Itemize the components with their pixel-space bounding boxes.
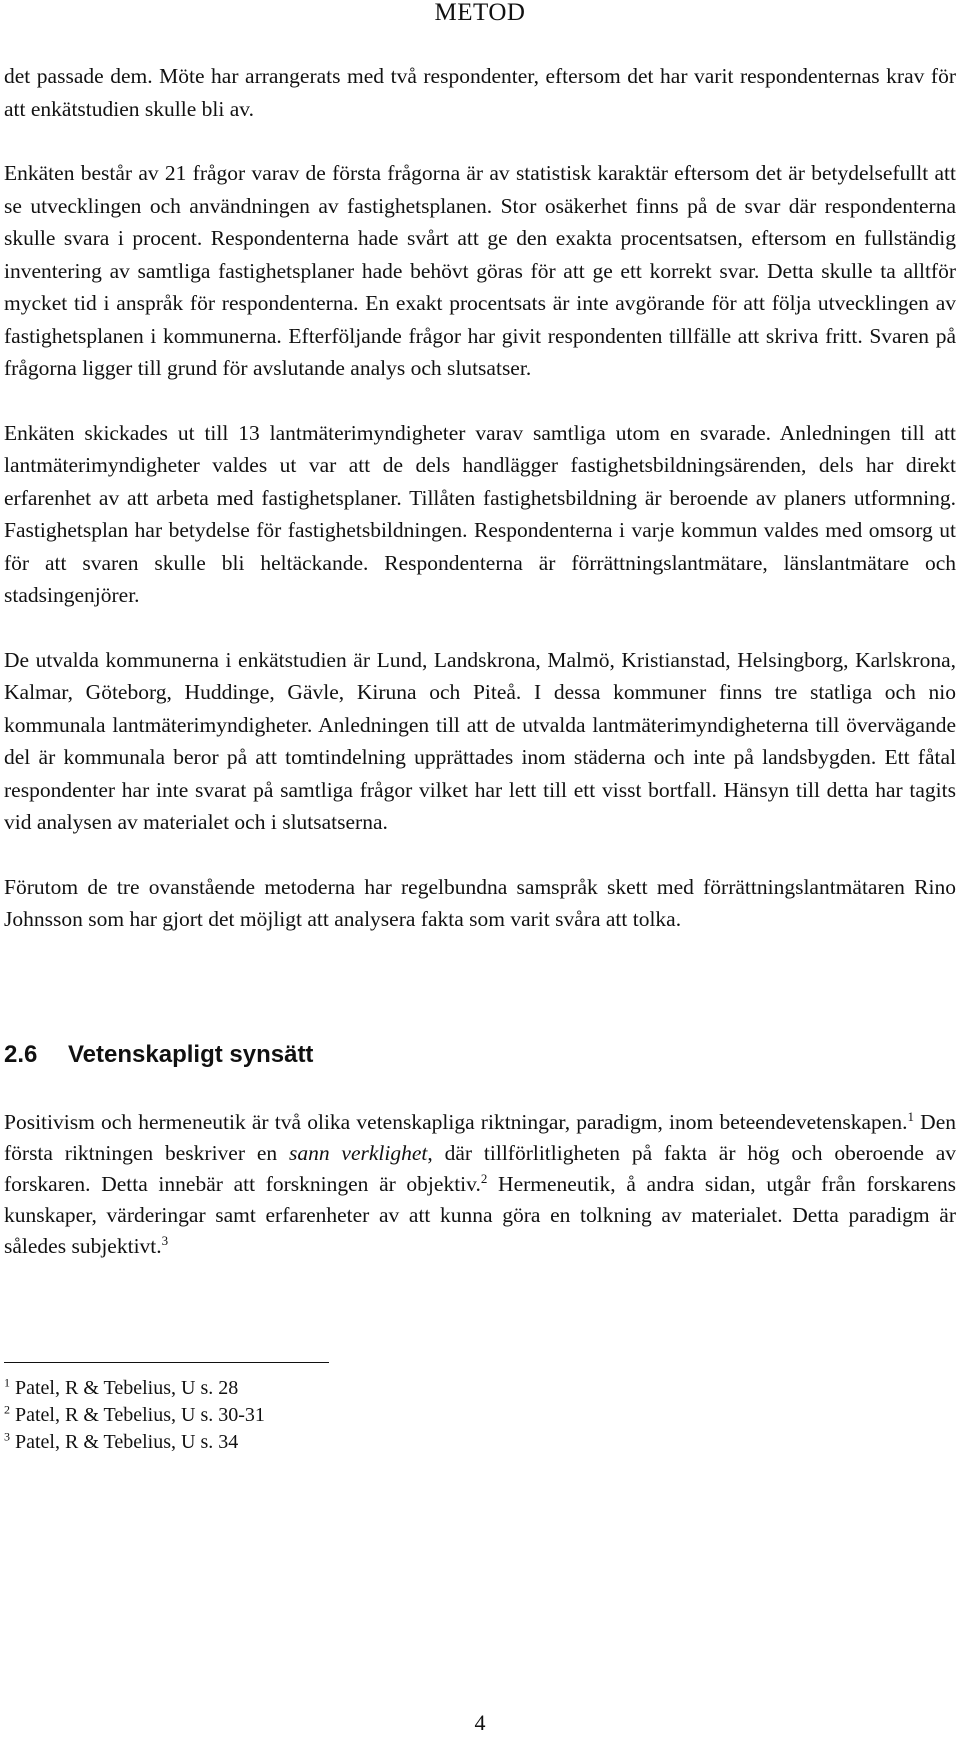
section-text-2: Den första riktningen beskriver en: [4, 1110, 956, 1165]
body-text-upper: [4, 60, 956, 936]
footnote-text: Patel, R & Tebelius, U s. 30-31: [15, 1404, 265, 1426]
paragraph-2: Enkäten består av 21 frågor varav de första frågorna är av statistisk karaktär eftersom det är betydelsefullt att se utvecklingen och användningen av fastighetsplanen. Stor osäkerhet finns på de svar där respondenterna skulle svara i procent. Respondenterna hade svårt att ge den exakta procentsatsen, eftersom en fullständig inventering av samtliga fastighetsplaner hade behövt göras för att ge ett korrekt svar. Detta skulle ta alltför mycket tid i anspråk för respondenterna. En exakt procentsats är inte avgörande för att följa utvecklingen av fastighetsplanen i kommunerna. Efterföljande frågor har givit respondenten tillfälle att skriva fritt. Svaren på frågorna ligger till grund för avslutande analys och slutsatser.: [4, 161, 956, 380]
section-heading: [4, 1040, 956, 1070]
footnote-ref-2[interactable]: 2: [480, 1170, 488, 1186]
footnote-number: 1: [4, 1375, 10, 1390]
footnote-separator: [4, 1362, 329, 1363]
paragraph-4: De utvalda kommunerna i enkätstudien är Lund, Landskrona, Malmö, Kristianstad, Helsingborg, Karlskrona, Kalmar, Göteborg, Huddinge, Gävle, Kiruna och Piteå. I dessa kommuner finns tre statliga och nio kommunala lantmäterimyndigheter. Anledningen till att de utvalda lantmäterimyndigheterna till övervägande del är kommunala beror på att tomtindelning upprättades inom städerna och inte på landsbygden. Ett fåtal respondenter har inte svarat på samtliga frågor vilket har lett till ett visst bortfall. Hänsyn till detta har tagits vid analysen av materialet och i slutsatserna.: [4, 647, 956, 834]
footnote-item: [4, 1429, 704, 1456]
footnote-ref-1[interactable]: 1: [907, 1108, 914, 1124]
footnote-number: 3: [4, 1429, 10, 1444]
running-header: METOD: [434, 0, 526, 26]
footnote-ref-3[interactable]: 3: [161, 1232, 169, 1248]
section-text-4: Hermeneutik, å andra sidan, utgår från forskarens kunskaper, värderingar samt erfarenheter av att kunna göra en tolkning av materialet. Detta paradigm är således subjektivt.: [4, 1172, 957, 1258]
footnote-item: [4, 1402, 704, 1429]
page-number: 4: [474, 1710, 486, 1735]
footnote-item: [4, 1375, 704, 1402]
section-number: 2.6: [4, 1041, 38, 1068]
section-title: Vetenskapligt synsätt: [68, 1041, 314, 1068]
section-paragraph: [4, 1107, 956, 1262]
paragraph-1: det passade dem. Möte har arrangerats med två respondenter, eftersom det har varit respondenternas krav för att enkätstudien skulle bli av.: [4, 64, 956, 121]
footnote-number: 2: [4, 1402, 10, 1417]
section-italic-term: sann verklighet: [288, 1141, 428, 1165]
footnote-text: Patel, R & Tebelius, U s. 28: [15, 1377, 239, 1399]
section-text-3: , där tillförlitligheten på fakta är hög och oberoende av forskaren. Detta innebär att forskningen är objektiv.: [4, 1141, 956, 1196]
footnote-text: Patel, R & Tebelius, U s. 34: [15, 1431, 239, 1453]
footnotes: [4, 1375, 704, 1456]
section-text-1: Positivism och hermeneutik är två olika vetenskapliga riktningar, paradigm, inom beteendevetenskapen.: [4, 1110, 908, 1134]
paragraph-5: Förutom de tre ovanstående metoderna har regelbundna samspråk skett med förrättningslantmätaren Rino Johnsson som har gjort det möjligt att analysera fakta som varit svåra att tolka.: [4, 874, 956, 931]
paragraph-3: Enkäten skickades ut till 13 lantmäterimyndigheter varav samtliga utom en svarade. Anledningen till att lantmäterimyndigheter valdes ut var att de dels handlägger fastighetsbildningsärenden, dels har direkt erfarenhet av att arbeta med fastighetsplaner. Tillåten fastighetsbildning är beroende av planers utformning. Fastighetsplan har betydelse för fastighetsbildningen. Respondenterna i varje kommun valdes med omsorg ut för att svaren skulle bli heltäckande. Respondenterna är förrättningslantmätare, länslantmätare och stadsingenjörer.: [4, 420, 956, 607]
